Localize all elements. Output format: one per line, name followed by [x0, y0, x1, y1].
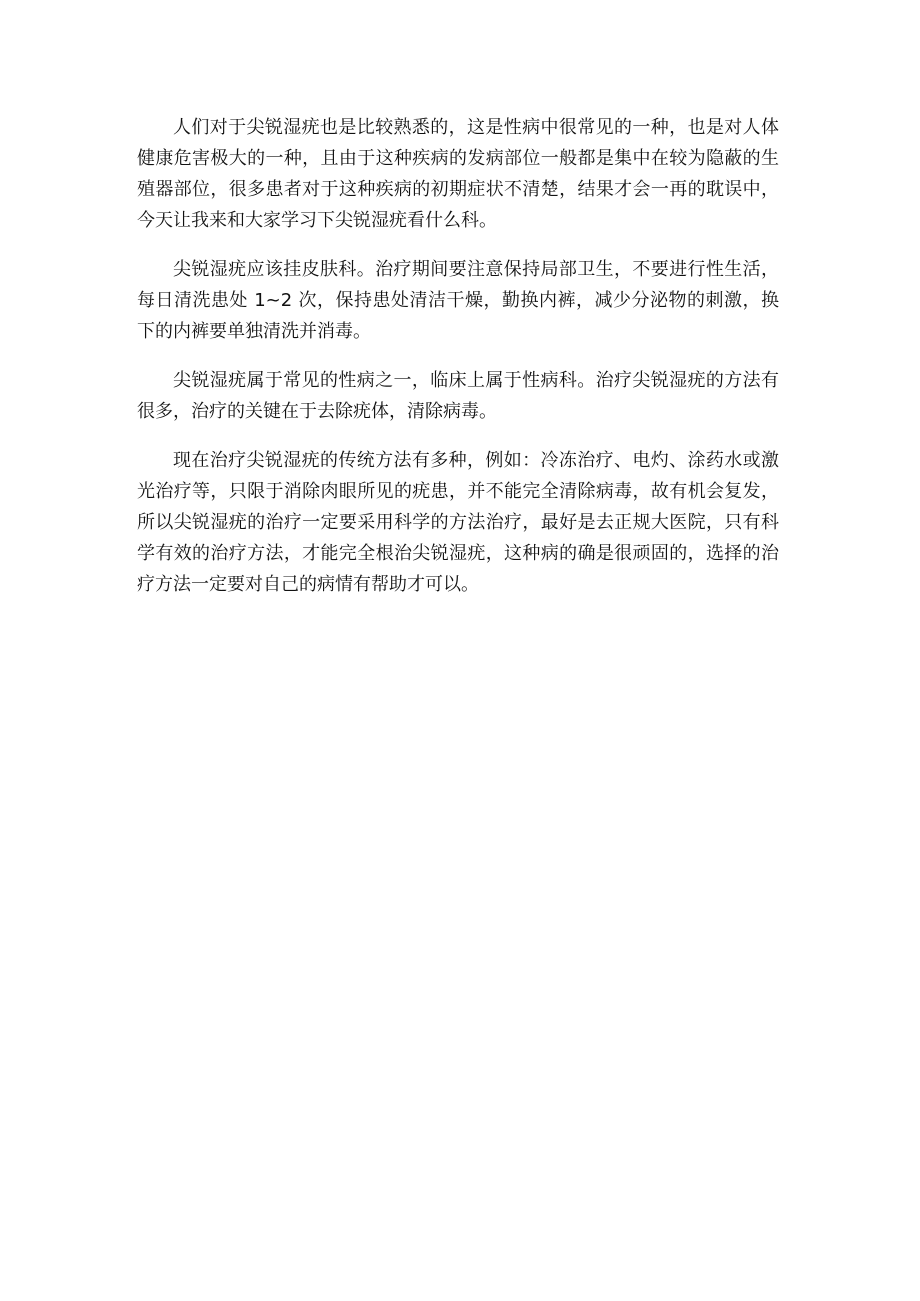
paragraph-2: 尖锐湿疣应该挂皮肤科。治疗期间要注意保持局部卫生，不要进行性生活，每日清洗患处 1~2 次，保持患处清洁干燥，勤换内裤，减少分泌物的刺激，换下的内裤要单独清洗并消毒。	[137, 259, 779, 342]
paragraph-4: 现在治疗尖锐湿疣的传统方法有多种，例如：冷冻治疗、电灼、涂药水或激光治疗等，只限于消除肉眼所见的疣患，并不能完全清除病毒，故有机会复发，所以尖锐湿疣的治疗一定要采用科学的方法治疗，最好是去正规大医院，只有科学有效的治疗方法，才能完全根治尖锐湿疣，这种病的确是很顽固的，选择的治疗方法一定要对自己的病情有帮助才可以。	[137, 450, 779, 595]
paragraph-1: 人们对于尖锐湿疣也是比较熟悉的，这是性病中很常见的一种，也是对人体健康危害极大的一种，且由于这种疾病的发病部位一般都是集中在较为隐蔽的生殖器部位，很多患者对于这种疾病的初期症状不清楚，结果才会一再的耽误中，今天让我来和大家学习下尖锐湿疣看什么科。	[137, 117, 779, 231]
document-body	[137, 112, 779, 618]
paragraph-3: 尖锐湿疣属于常见的性病之一，临床上属于性病科。治疗尖锐湿疣的方法有很多，治疗的关键在于去除疣体，清除病毒。	[137, 370, 779, 422]
